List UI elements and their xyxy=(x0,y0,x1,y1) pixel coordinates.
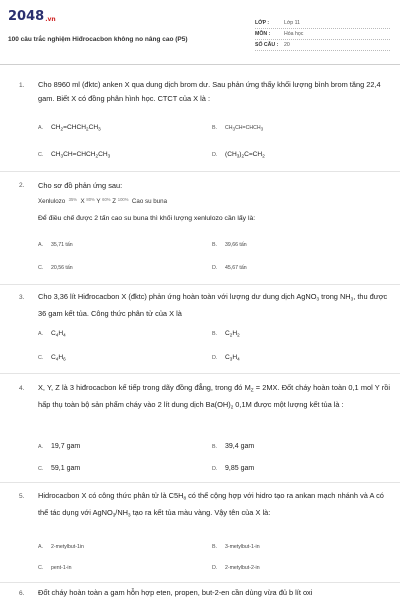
question-number: 3. xyxy=(19,294,25,301)
option-c[interactable]: C. pent-1-in xyxy=(38,565,72,571)
page-title: 100 câu trắc nghiệm Hiđrocacbon không no nâng cao (P5) xyxy=(8,36,188,43)
option-d[interactable]: D. 9,85 gam xyxy=(212,465,255,472)
question-number: 2. xyxy=(19,182,25,189)
meta-row-count: SỐ CÂU : 20 xyxy=(255,40,390,51)
header-divider xyxy=(0,64,400,65)
option-b[interactable]: B. 39,66 tấn xyxy=(212,242,247,248)
question-number: 1. xyxy=(19,82,25,89)
option-c[interactable]: C. $CH_3CH=CHCH_2CH_3$ xyxy=(38,151,111,159)
option-d[interactable]: D. $(CH_3)_2C=CH_2$ xyxy=(212,151,265,159)
option-b[interactable]: B. 3-metylbut-1-in xyxy=(212,544,260,550)
question-text: Cho 3,36 lít Hiđrocacbon X (đktc) phản ứng hoàn toàn với lượng dư dung dịch AgNO$_3$ trong $NH_3$, thu được 36 gam kết tủa. Công thức phân tử của X là xyxy=(38,292,388,318)
reaction-scheme: Xenlulozo $^{35\%}$ X $^{80\%}$ Y $^{60\%}$ Z $^{100\%}$ Cao su buna xyxy=(38,197,168,205)
option-a[interactable]: A. 35,71 tấn xyxy=(38,242,73,248)
option-d[interactable]: D. 45,67 tấn xyxy=(212,265,247,271)
meta-info xyxy=(255,18,390,51)
option-a[interactable]: A. $CH_2=CHCH_2CH_3$ xyxy=(38,124,101,132)
question-text: Hidrocacbon X có công thức phân tử là $C5H_8$ có thể cộng hợp với hidro tạo ra ankan mạch nhánh và A có thể tác dụng với $AgNO_3/NH_3$ tạo ra kết tủa màu vàng. Vậy tên của X là: xyxy=(38,491,384,517)
page-header xyxy=(0,0,400,62)
question-text: Cho 8960 ml (đktc) anken X qua dung dịch brom dư. Sau phản ứng thấy khối lượng bình brom tăng 22,4 gam. Biết X có đồng phân hình học. CTCT của X là : xyxy=(38,80,381,103)
option-a[interactable]: A. 2-metylbut-1in xyxy=(38,544,84,550)
option-a[interactable]: A. 19,7 gam xyxy=(38,443,81,450)
question-text-2: Để điều chế được 2 tấn cao su buna thì khối lượng xenlulozo cần lấy là: xyxy=(38,215,256,222)
divider xyxy=(0,171,400,172)
divider xyxy=(0,482,400,483)
option-b[interactable]: B. 39,4 gam xyxy=(212,443,255,450)
option-b[interactable]: B. $C_2H_2$ xyxy=(212,330,240,338)
option-c[interactable]: C. 59,1 gam xyxy=(38,465,81,472)
option-d[interactable]: D. $C_3H_4$ xyxy=(212,354,240,362)
question-number: 4. xyxy=(19,385,25,392)
option-c[interactable]: C. 20,56 tấn xyxy=(38,265,73,271)
divider xyxy=(0,373,400,374)
question-number: 5. xyxy=(19,493,25,500)
divider xyxy=(0,582,400,583)
option-b[interactable]: B. CH3CH=CHCH3 xyxy=(212,125,264,132)
meta-row-class: LỚP : Lớp 11 xyxy=(255,18,390,29)
question-text: X, Y, Z là 3 hiđrocacbon kế tiếp trong dãy đồng đẳng, trong đó $M_Z = 2MX$. Đốt cháy hoàn toàn 0,1 mol Y rồi hấp thụ toàn bộ sản phẩm cháy vào 2 lít dung dịch $Ba(OH)_2$ 0,1M được một lượng kết tủa là : xyxy=(38,383,390,409)
option-a[interactable]: A. $C_4H_4$ xyxy=(38,330,66,338)
option-c[interactable]: C. $C_4H_6$ xyxy=(38,354,66,362)
option-d[interactable]: D. 2-metylbut-2-in xyxy=(212,565,260,571)
question-text: Cho sơ đồ phản ứng sau: xyxy=(38,181,123,190)
meta-row-subject: MÔN : Hóa học xyxy=(255,29,390,40)
divider xyxy=(0,284,400,285)
question-text: Đốt cháy hoàn toàn a gam hỗn hợp eten, propen, but-2-en cần dùng vừa đủ b lít oxi xyxy=(38,588,313,597)
question-number: 6. xyxy=(19,590,25,597)
site-logo[interactable]: $2048_{.vn}$ xyxy=(8,9,56,24)
